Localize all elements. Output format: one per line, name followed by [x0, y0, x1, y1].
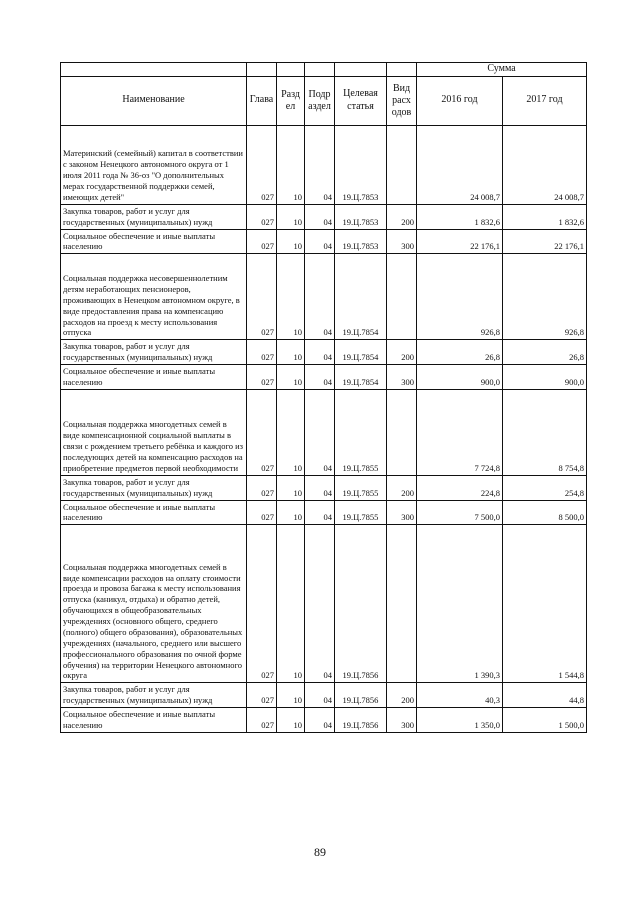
row-target: 19.Ц.7855 [335, 389, 387, 475]
row-section: 10 [277, 229, 305, 254]
header-subsection: Подр аздел [305, 76, 335, 125]
table-row [61, 475, 587, 500]
row-chapter: 027 [247, 204, 277, 229]
row-chapter: 027 [247, 365, 277, 390]
row-section: 10 [277, 500, 305, 525]
table-row [61, 229, 587, 254]
row-expense-type: 200 [387, 340, 417, 365]
row-amount-2016: 1 350,0 [417, 708, 503, 733]
page-number: 89 [314, 845, 326, 859]
header-row-sum [61, 63, 587, 77]
row-section: 10 [277, 204, 305, 229]
header-blank [277, 63, 305, 77]
row-expense-type: 300 [387, 229, 417, 254]
header-target: Целевая статья [335, 76, 387, 125]
row-name: Материнский (семейный) капитал в соответствии с законом Ненецкого автономного округа от 1 июля 2011 года № 36-оз "О дополнительных мерах государственной поддержки семей, имеющих детей" [61, 125, 247, 204]
row-amount-2017: 1 832,6 [503, 204, 587, 229]
table-row [61, 500, 587, 525]
row-amount-2017: 926,8 [503, 254, 587, 340]
row-amount-2016: 224,8 [417, 475, 503, 500]
row-amount-2017: 1 500,0 [503, 708, 587, 733]
row-chapter: 027 [247, 525, 277, 683]
row-chapter: 027 [247, 340, 277, 365]
row-subsection: 04 [305, 708, 335, 733]
row-subsection: 04 [305, 683, 335, 708]
row-chapter: 027 [247, 475, 277, 500]
header-expense-type: Вид расх одов [387, 76, 417, 125]
header-blank [335, 63, 387, 77]
header-blank [61, 63, 247, 77]
header-blank [387, 63, 417, 77]
row-target: 19.Ц.7856 [335, 683, 387, 708]
row-target: 19.Ц.7853 [335, 125, 387, 204]
row-expense-type [387, 389, 417, 475]
row-subsection: 04 [305, 340, 335, 365]
row-expense-type [387, 125, 417, 204]
row-name: Социальное обеспечение и иные выплаты населению [61, 229, 247, 254]
row-amount-2016: 1 832,6 [417, 204, 503, 229]
row-amount-2017: 22 176,1 [503, 229, 587, 254]
row-name: Социальное обеспечение и иные выплаты населению [61, 365, 247, 390]
row-section: 10 [277, 525, 305, 683]
table-row [61, 525, 587, 683]
row-section: 10 [277, 125, 305, 204]
row-subsection: 04 [305, 389, 335, 475]
row-amount-2017: 8 500,0 [503, 500, 587, 525]
row-section: 10 [277, 389, 305, 475]
row-amount-2016: 26,8 [417, 340, 503, 365]
row-subsection: 04 [305, 365, 335, 390]
table-row [61, 365, 587, 390]
row-target: 19.Ц.7856 [335, 525, 387, 683]
row-name: Социальная поддержка несовершеннолетним детям неработающих пенсионеров, проживающих в Ненецком автономном округе, в виде предоставления права на компенсацию расходов на проезд к месту использования отпуска [61, 254, 247, 340]
budget-table [60, 62, 587, 733]
row-name: Социальное обеспечение и иные выплаты населению [61, 500, 247, 525]
row-section: 10 [277, 475, 305, 500]
row-name: Социальное обеспечение и иные выплаты населению [61, 708, 247, 733]
row-amount-2016: 900,0 [417, 365, 503, 390]
row-section: 10 [277, 340, 305, 365]
row-section: 10 [277, 708, 305, 733]
row-target: 19.Ц.7854 [335, 340, 387, 365]
row-chapter: 027 [247, 500, 277, 525]
table-row [61, 340, 587, 365]
row-expense-type: 300 [387, 500, 417, 525]
row-name: Социальная поддержка многодетных семей в виде компенсации расходов на оплату стоимости проезда и провоза багажа к месту использования отпуска (каникул, отдыха) и обратно детей, обучающихся в общеобразовательных учреждениях (основного общего, среднего (полного) общего образования), образовательных учреждениях (начального, среднего или высшего профессионального образования по очной форме обучения) на территории Ненецкого автономного округа [61, 525, 247, 683]
row-target: 19.Ц.7853 [335, 229, 387, 254]
row-subsection: 04 [305, 204, 335, 229]
row-amount-2017: 8 754,8 [503, 389, 587, 475]
row-subsection: 04 [305, 125, 335, 204]
row-chapter: 027 [247, 229, 277, 254]
row-subsection: 04 [305, 500, 335, 525]
table-row [61, 254, 587, 340]
row-subsection: 04 [305, 525, 335, 683]
row-name: Социальная поддержка многодетных семей в виде компенсационной социальной выплаты в связи с рождением третьего ребёнка и каждого из последующих детей на компенсацию расходов на приобретение предметов первой необходимости [61, 389, 247, 475]
header-section: Разд ел [277, 76, 305, 125]
row-subsection: 04 [305, 229, 335, 254]
row-section: 10 [277, 683, 305, 708]
header-row-main [61, 76, 587, 125]
row-amount-2016: 40,3 [417, 683, 503, 708]
row-chapter: 027 [247, 683, 277, 708]
table-row [61, 708, 587, 733]
row-target: 19.Ц.7853 [335, 204, 387, 229]
row-amount-2016: 7 724,8 [417, 389, 503, 475]
row-amount-2016: 7 500,0 [417, 500, 503, 525]
row-expense-type: 300 [387, 365, 417, 390]
header-sum: Сумма [417, 63, 587, 77]
row-name: Закупка товаров, работ и услуг для государственных (муниципальных) нужд [61, 204, 247, 229]
row-amount-2017: 24 008,7 [503, 125, 587, 204]
row-name: Закупка товаров, работ и услуг для государственных (муниципальных) нужд [61, 475, 247, 500]
row-amount-2017: 900,0 [503, 365, 587, 390]
header-blank [247, 63, 277, 77]
row-expense-type [387, 525, 417, 683]
table-row [61, 204, 587, 229]
row-target: 19.Ц.7856 [335, 708, 387, 733]
table-row [61, 683, 587, 708]
row-expense-type: 200 [387, 475, 417, 500]
row-name: Закупка товаров, работ и услуг для государственных (муниципальных) нужд [61, 340, 247, 365]
row-chapter: 027 [247, 708, 277, 733]
row-section: 10 [277, 365, 305, 390]
header-2017: 2017 год [503, 76, 587, 125]
row-chapter: 027 [247, 254, 277, 340]
row-amount-2016: 1 390,3 [417, 525, 503, 683]
header-name: Наименование [61, 76, 247, 125]
row-target: 19.Ц.7854 [335, 254, 387, 340]
header-chapter: Глава [247, 76, 277, 125]
row-amount-2016: 24 008,7 [417, 125, 503, 204]
header-2016: 2016 год [417, 76, 503, 125]
row-chapter: 027 [247, 125, 277, 204]
row-amount-2017: 254,8 [503, 475, 587, 500]
row-amount-2017: 26,8 [503, 340, 587, 365]
row-amount-2017: 44,8 [503, 683, 587, 708]
row-expense-type: 200 [387, 683, 417, 708]
row-expense-type [387, 254, 417, 340]
row-amount-2017: 1 544,8 [503, 525, 587, 683]
header-blank [305, 63, 335, 77]
row-target: 19.Ц.7854 [335, 365, 387, 390]
row-amount-2016: 926,8 [417, 254, 503, 340]
row-target: 19.Ц.7855 [335, 475, 387, 500]
row-subsection: 04 [305, 475, 335, 500]
row-subsection: 04 [305, 254, 335, 340]
row-expense-type: 200 [387, 204, 417, 229]
row-amount-2016: 22 176,1 [417, 229, 503, 254]
row-name: Закупка товаров, работ и услуг для государственных (муниципальных) нужд [61, 683, 247, 708]
row-section: 10 [277, 254, 305, 340]
row-target: 19.Ц.7855 [335, 500, 387, 525]
table-row [61, 125, 587, 204]
row-chapter: 027 [247, 389, 277, 475]
row-expense-type: 300 [387, 708, 417, 733]
table-row [61, 389, 587, 475]
